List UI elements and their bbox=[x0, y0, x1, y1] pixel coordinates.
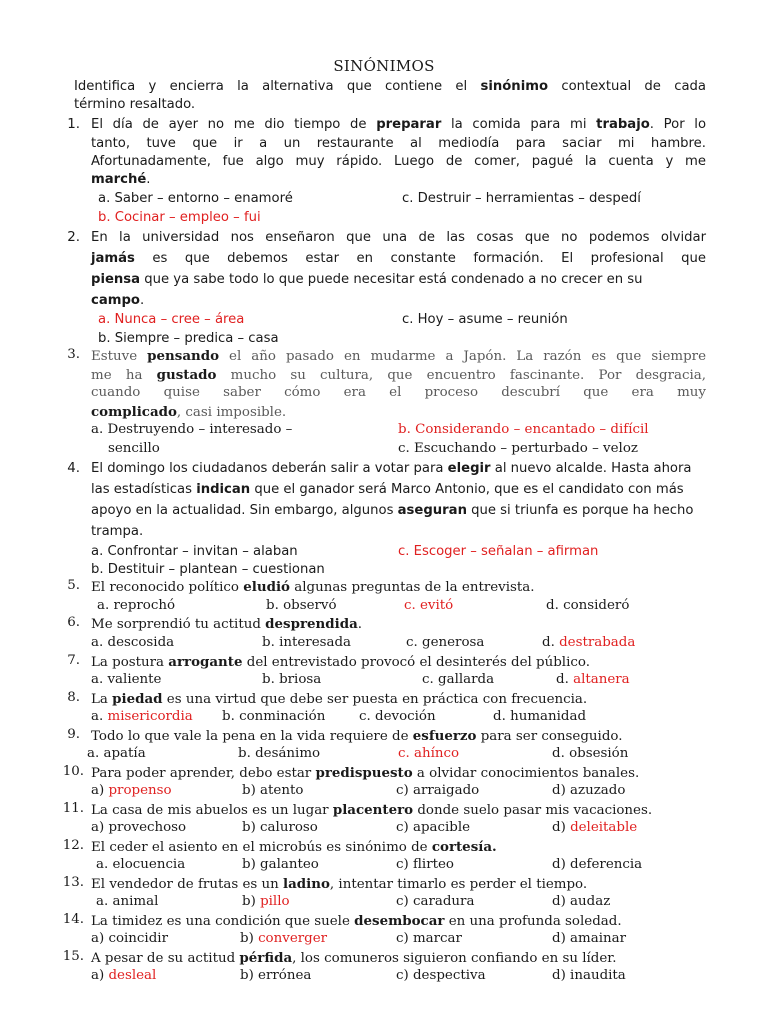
answer-text: c. evitó bbox=[404, 598, 454, 613]
question-number: 9. bbox=[67, 727, 80, 742]
question-text: del entrevistado provocó el desinterés del público. bbox=[242, 655, 590, 670]
option-letter: b) bbox=[240, 931, 259, 946]
question-text: algunas preguntas de la entrevista. bbox=[289, 580, 535, 595]
option-a[interactable] bbox=[91, 708, 193, 727]
question-3-line-4 bbox=[91, 403, 286, 423]
option-d[interactable]: d. obsesión bbox=[552, 746, 629, 761]
question-2-line-2 bbox=[91, 249, 706, 269]
option-b[interactable]: b. conminación bbox=[222, 709, 326, 724]
option-d[interactable]: d. humanidad bbox=[493, 709, 587, 724]
option-d[interactable] bbox=[556, 671, 630, 690]
question-2-line-3 bbox=[91, 270, 706, 290]
question-text: . Por lo bbox=[649, 117, 707, 132]
option-a[interactable]: a. descosida bbox=[91, 635, 175, 650]
question-3-line-1 bbox=[91, 347, 706, 367]
option-b[interactable]: b) atento bbox=[242, 783, 304, 798]
answer-text: altanera bbox=[573, 672, 630, 687]
option-b[interactable]: b. Siempre – predica – casa bbox=[98, 331, 279, 346]
option-b[interactable]: b) caluroso bbox=[242, 820, 318, 835]
answer-text: misericordia bbox=[107, 709, 193, 724]
option-b[interactable] bbox=[240, 930, 327, 949]
highlighted-term: pérfida bbox=[239, 950, 293, 966]
option-d[interactable]: d) deferencia bbox=[552, 857, 643, 872]
answer-text: converger bbox=[258, 931, 328, 946]
option-d[interactable]: d) amainar bbox=[552, 931, 627, 946]
option-a[interactable]: a. Confrontar – invitan – alaban bbox=[91, 544, 298, 559]
option-a[interactable]: a. elocuencia bbox=[96, 857, 186, 872]
highlighted-term: complicado bbox=[91, 404, 177, 420]
option-a[interactable]: a) provechoso bbox=[91, 820, 187, 835]
option-a[interactable]: a. apatía bbox=[87, 746, 146, 761]
question-text: que ya sabe todo lo que puede necesitar está condenado a no crecer en su bbox=[140, 272, 643, 287]
highlighted-term: trabajo bbox=[596, 117, 650, 132]
highlighted-term: marché bbox=[91, 172, 147, 187]
question-14-text bbox=[91, 912, 622, 932]
option-c-answer[interactable]: c. ahínco bbox=[398, 746, 460, 761]
option-b[interactable]: b. Destituir – plantean – cuestionan bbox=[91, 562, 325, 577]
option-a[interactable] bbox=[91, 967, 156, 986]
question-text: . bbox=[139, 293, 145, 308]
question-4-line-3 bbox=[91, 501, 693, 521]
question-text: apoyo en la actualidad. Sin embargo, algunos bbox=[91, 503, 398, 518]
option-b[interactable] bbox=[242, 893, 290, 912]
question-11-text bbox=[91, 801, 652, 821]
option-c[interactable]: c. Escuchando – perturbado – veloz bbox=[398, 441, 638, 456]
option-a-answer[interactable]: a. Nunca – cree – área bbox=[98, 312, 245, 327]
question-number: 5. bbox=[67, 578, 80, 593]
question-number: 8. bbox=[67, 690, 80, 705]
highlighted-term: desembocar bbox=[354, 913, 445, 929]
option-letter: d. bbox=[556, 672, 574, 687]
question-text: , casi imposible. bbox=[176, 405, 287, 420]
answer-text: desleal bbox=[108, 968, 157, 983]
option-letter: a) bbox=[91, 968, 109, 983]
question-12-text bbox=[91, 838, 497, 858]
question-9-text bbox=[91, 727, 622, 747]
option-b[interactable]: b) galanteo bbox=[242, 857, 319, 872]
question-text: , intentar timarlo es perder el tiempo. bbox=[329, 877, 588, 892]
option-b-answer[interactable]: b. Considerando – encantado – difícil bbox=[398, 422, 649, 437]
question-4-line-4: trampa. bbox=[91, 524, 144, 539]
question-text: . bbox=[357, 617, 363, 632]
highlighted-term: gustado bbox=[156, 367, 217, 383]
question-text: el año pasado en mudarme a Japón. La razón es que siempre bbox=[219, 349, 706, 364]
question-15-text bbox=[91, 949, 616, 969]
instructions-line-2: término resaltado. bbox=[74, 97, 196, 112]
question-10-text bbox=[91, 764, 639, 784]
option-a[interactable]: a) coincidir bbox=[91, 931, 168, 946]
question-text: Todo lo que vale la pena en la vida requiere de bbox=[91, 729, 413, 744]
option-b[interactable]: b. desánimo bbox=[238, 746, 321, 761]
option-letter: a. bbox=[91, 709, 108, 724]
instructions-keyword: sinónimo bbox=[480, 79, 549, 94]
question-number: 13. bbox=[62, 875, 84, 890]
question-number: 1. bbox=[67, 117, 80, 132]
question-text: La timidez es una condición que suele bbox=[91, 914, 355, 929]
highlighted-term: aseguran bbox=[397, 503, 467, 518]
question-text: que el ganador será Marco Antonio, que es el candidato con más bbox=[250, 482, 684, 497]
option-a[interactable]: a. animal bbox=[96, 894, 159, 909]
question-text: Para poder aprender, debo estar bbox=[91, 766, 316, 781]
highlighted-term: arrogante bbox=[168, 654, 243, 670]
question-number: 10. bbox=[62, 764, 84, 779]
question-number: 15. bbox=[62, 949, 84, 964]
option-c[interactable]: c) caradura bbox=[396, 894, 475, 909]
question-text: me ha bbox=[91, 368, 157, 383]
question-text: Estuve bbox=[91, 349, 148, 364]
question-7-text bbox=[91, 653, 590, 673]
highlighted-term: eludió bbox=[243, 579, 290, 595]
option-a[interactable]: a. valiente bbox=[91, 672, 162, 687]
option-c-answer[interactable]: c. Escoger – señalan – afirman bbox=[398, 544, 599, 559]
question-1-line-2: tanto, tuve que ir a un restaurante al mediodía para saciar mi hambre. bbox=[91, 136, 706, 151]
question-text: mucho su cultura, que encuentro fascinante. Por desgracia, bbox=[216, 368, 706, 383]
highlighted-term: campo bbox=[91, 293, 140, 308]
question-4-line-2 bbox=[91, 480, 684, 500]
question-text: La postura bbox=[91, 655, 169, 670]
question-1-line-4 bbox=[91, 170, 151, 190]
highlighted-term: esfuerzo bbox=[412, 728, 477, 744]
option-a[interactable]: a. Saber – entorno – enamoré bbox=[98, 191, 293, 206]
answer-text: destrabada bbox=[559, 635, 636, 650]
question-text: a olvidar conocimientos banales. bbox=[412, 766, 640, 781]
question-1-line-1 bbox=[91, 115, 706, 135]
highlighted-term: ladino bbox=[283, 876, 330, 892]
option-c[interactable]: c) apacible bbox=[396, 820, 471, 835]
highlighted-term: piedad bbox=[112, 691, 163, 707]
option-c[interactable] bbox=[404, 597, 453, 616]
option-letter: a) bbox=[91, 783, 109, 798]
question-3-line-3: cuando quise saber cómo era el proceso descubrí que era muy bbox=[91, 385, 706, 400]
question-text: para ser conseguido. bbox=[476, 729, 623, 744]
question-1-line-3: Afortunadamente, fue algo muy rápido. Luego de comer, pagué la cuenta y me bbox=[91, 154, 706, 169]
option-letter: d) bbox=[552, 820, 571, 835]
highlighted-term: predispuesto bbox=[315, 765, 413, 781]
question-number: 3. bbox=[67, 347, 80, 362]
question-13-text bbox=[91, 875, 587, 895]
answer-text: propenso bbox=[108, 783, 172, 798]
question-text: la comida para mi bbox=[441, 117, 597, 132]
question-text: , los comuneros siguieron confiando en su líder. bbox=[292, 951, 617, 966]
question-number: 2. bbox=[67, 230, 80, 245]
option-d[interactable] bbox=[542, 634, 635, 653]
question-8-text bbox=[91, 690, 587, 710]
question-text: A pesar de su actitud bbox=[91, 951, 240, 966]
question-text: El día de ayer no me dio tiempo de bbox=[91, 117, 377, 132]
option-b[interactable]: b. interesada bbox=[262, 635, 352, 650]
highlighted-term: placentero bbox=[332, 802, 414, 818]
question-2-line-1: En la universidad nos enseñaron que una de las cosas que no podemos olvidar bbox=[91, 230, 706, 245]
option-d[interactable] bbox=[552, 819, 637, 838]
question-text: es una virtud que debe ser puesta en práctica con frecuencia. bbox=[162, 692, 588, 707]
instructions-text: contextual de cada bbox=[548, 79, 707, 94]
highlighted-term: desprendida bbox=[265, 616, 358, 632]
question-number: 14. bbox=[62, 912, 84, 927]
option-d[interactable]: d) azuzado bbox=[552, 783, 626, 798]
question-text: El ceder el asiento en el microbús es sinónimo de bbox=[91, 840, 432, 855]
option-d[interactable]: d. consideró bbox=[546, 598, 630, 613]
question-text: . bbox=[146, 172, 151, 187]
option-b[interactable]: b. briosa bbox=[262, 672, 322, 687]
question-text: las estadísticas bbox=[91, 482, 197, 497]
highlighted-term: pensando bbox=[147, 348, 220, 364]
question-5-text bbox=[91, 578, 535, 598]
question-text: El reconocido político bbox=[91, 580, 244, 595]
highlighted-term: indican bbox=[196, 482, 251, 497]
option-a-continued[interactable]: sencillo bbox=[108, 441, 160, 456]
option-c[interactable]: c. generosa bbox=[406, 635, 485, 650]
highlighted-term: elegir bbox=[447, 461, 491, 476]
option-d[interactable]: d) inaudita bbox=[552, 968, 626, 983]
question-number: 4. bbox=[67, 461, 80, 476]
question-text: La casa de mis abuelos es un lugar bbox=[91, 803, 333, 818]
highlighted-term: preparar bbox=[376, 117, 442, 132]
answer-text: deleitable bbox=[570, 820, 638, 835]
highlighted-term: cortesía. bbox=[431, 839, 497, 855]
page-title: SINÓNIMOS bbox=[333, 57, 435, 75]
option-a[interactable]: a. reprochó bbox=[97, 598, 176, 613]
option-c[interactable]: c) flirteo bbox=[396, 857, 454, 872]
question-text: que si triunfa es porque ha hecho bbox=[466, 503, 694, 518]
question-text: Me sorprendió tu actitud bbox=[91, 617, 266, 632]
option-c[interactable]: c. gallarda bbox=[422, 672, 495, 687]
option-c[interactable]: c. Hoy – asume – reunión bbox=[402, 312, 568, 327]
question-4-line-1 bbox=[91, 459, 692, 479]
option-d[interactable]: d) audaz bbox=[552, 894, 611, 909]
question-number: 11. bbox=[62, 801, 84, 816]
option-b[interactable]: b. observó bbox=[266, 598, 337, 613]
highlighted-term: jamás bbox=[91, 251, 135, 266]
answer-text: pillo bbox=[260, 894, 290, 909]
question-text: al nuevo alcalde. Hasta ahora bbox=[490, 461, 692, 476]
question-text: El domingo los ciudadanos deberán salir a votar para bbox=[91, 461, 448, 476]
option-letter: b) bbox=[242, 894, 261, 909]
option-c[interactable]: c) despectiva bbox=[396, 968, 486, 983]
question-text: La bbox=[91, 692, 113, 707]
option-b-answer[interactable]: b. Cocinar – empleo – fui bbox=[98, 210, 261, 225]
instructions-text: Identifica y encierra la alternativa que contiene el bbox=[74, 79, 481, 94]
question-text: es que debemos estar en constante formación. El profesional que bbox=[134, 251, 706, 266]
option-a[interactable]: a. Destruyendo – interesado – bbox=[91, 422, 293, 437]
question-number: 7. bbox=[67, 653, 80, 668]
option-c[interactable]: c) arraigado bbox=[396, 783, 480, 798]
instructions-line-1 bbox=[74, 77, 706, 97]
question-text: El vendedor de frutas es un bbox=[91, 877, 284, 892]
option-c[interactable]: c. Destruir – herramientas – despedí bbox=[402, 191, 641, 206]
option-b[interactable]: b) errónea bbox=[240, 968, 312, 983]
question-2-line-4 bbox=[91, 291, 144, 311]
option-c[interactable]: c) marcar bbox=[396, 931, 462, 946]
question-text: donde suelo pasar mis vacaciones. bbox=[413, 803, 653, 818]
highlighted-term: piensa bbox=[91, 272, 141, 287]
option-a[interactable] bbox=[91, 782, 172, 801]
question-number: 12. bbox=[62, 838, 84, 853]
question-6-text bbox=[91, 615, 362, 635]
question-number: 6. bbox=[67, 615, 80, 630]
option-c[interactable]: c. devoción bbox=[359, 709, 436, 724]
option-letter: d. bbox=[542, 635, 560, 650]
question-3-line-2 bbox=[91, 366, 706, 386]
question-text: en una profunda soledad. bbox=[444, 914, 622, 929]
